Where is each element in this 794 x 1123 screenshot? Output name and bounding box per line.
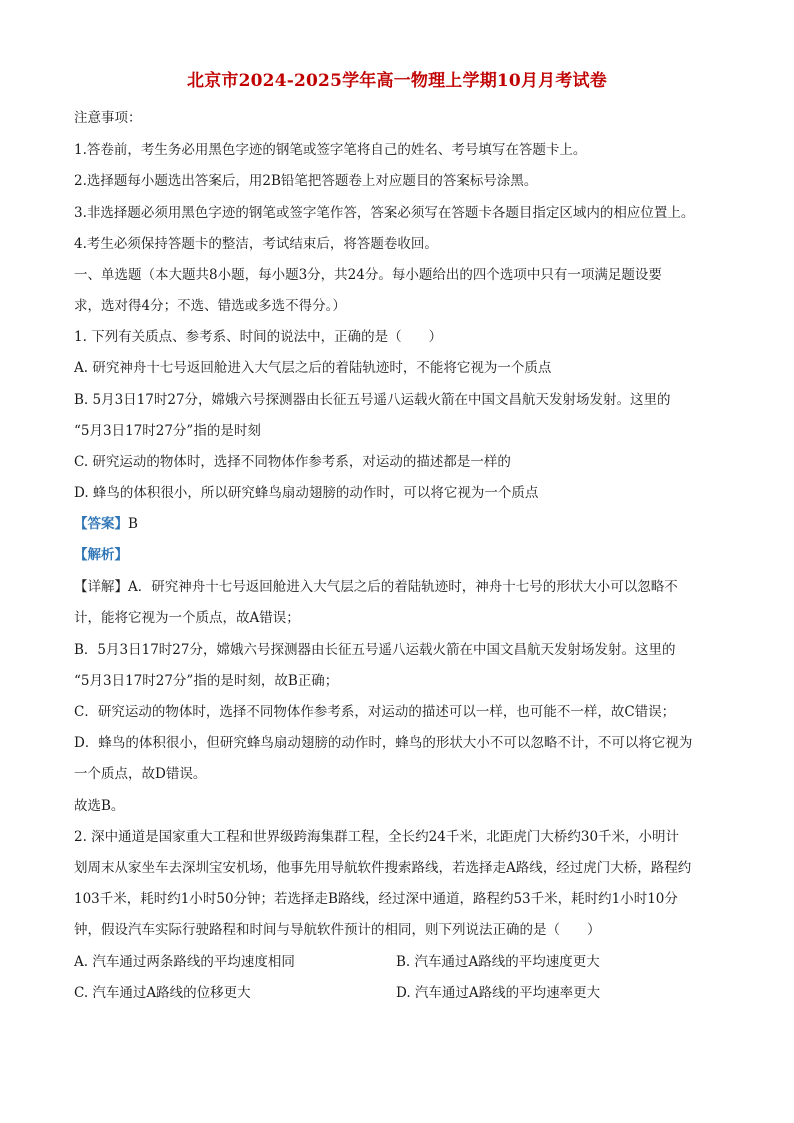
question-1-option-a: A. 研究神舟十七号返回舱进入大气层之后的着陆轨迹时，不能将它视为一个质点	[74, 360, 552, 376]
question-2-stem-line3: 103千米，耗时约1小时50分钟；若选择走B路线，经过深中通道，路程约53千米，耗时约1小时10分	[74, 891, 678, 907]
question-2-option-a: A. 汽车通过两条路线的平均速度相同	[74, 954, 295, 970]
notice-item-1: 1.答卷前，考生务必用黑色字迹的钢笔或签字笔将自己的姓名、考号填写在答题卡上。	[74, 142, 587, 158]
answer-tag: 【答案】	[74, 516, 128, 532]
detail-line: 计，能将它视为一个质点，故A错误；	[74, 610, 300, 626]
question-2-option-d: D. 汽车通过A路线的平均速率更大	[396, 985, 601, 1001]
question-1-option-d: D. 蜂鸟的体积很小，所以研究蜂鸟扇动翅膀的动作时，可以将它视为一个质点	[74, 485, 539, 501]
question-1-stem: 1. 下列有关质点、参考系、时间的说法中，正确的是（ ）	[74, 329, 443, 345]
question-1-option-b: B. 5月3日17时27分，嫦娥六号探测器由长征五号遥八运载火箭在中国文昌航天发射场发射。这里的	[74, 392, 671, 408]
analysis-tag: 【解析】	[74, 547, 128, 563]
notice-item-4: 4.考生必须保持答题卡的整洁，考试结束后，将答题卷收回。	[74, 236, 438, 252]
detail-line: C．研究运动的物体时，选择不同物体作参考系，对运动的描述可以一样，也可能不一样，故C错误；	[74, 704, 676, 720]
answer-row	[74, 514, 734, 534]
question-2-options-row-2	[74, 983, 734, 1003]
section-heading-line2: 求，选对得4分；不选、错选或多选不得分。）	[74, 298, 346, 314]
notice-item-2: 2.选择题每小题选出答案后，用2B铅笔把答题卷上对应题目的答案标号涂黑。	[74, 173, 538, 189]
question-2-stem-line1: 2. 深中通道是国家重大工程和世界级跨海集群工程，全长约24千米，北距虎门大桥约30千米，小明计	[74, 829, 680, 845]
section-heading-line1: 一、单选题（本大题共8小题，每小题3分，共24分。每小题给出的四个选项中只有一项满足题设要	[74, 267, 662, 283]
detail-line: “5月3日17时27分”指的是时刻，故B正确；	[74, 673, 339, 689]
detail-tag: 【详解】	[74, 579, 128, 595]
detail-line: D．蜂鸟的体积很小，但研究蜂鸟扇动翅膀的动作时，蜂鸟的形状大小不可以忽略不计，不可以将它视为	[74, 735, 693, 751]
question-2-stem-line4: 钟，假设汽车实际行驶路程和时间与导航软件预计的相同，则下列说法正确的是（ ）	[74, 922, 601, 938]
detail-line: 一个质点，故D错误。	[74, 766, 207, 782]
question-2-option-b: B. 汽车通过A路线的平均速度更大	[396, 954, 600, 970]
detail-row-1	[74, 577, 734, 597]
notice-item-3: 3.非选择题必须用黑色字迹的钢笔或签字笔作答，答案必须写在答题卡各题目指定区域内的相应位置上。	[74, 205, 695, 221]
question-2-options-row-1	[74, 952, 734, 972]
question-2-stem-line2: 划周末从家坐车去深圳宝安机场，他事先用导航软件搜索路线，若选择走A路线，经过虎门大桥，路程约	[74, 860, 692, 876]
notice-heading: 注意事项：	[74, 110, 142, 126]
conclusion-line: 故选B。	[74, 798, 125, 814]
question-2-option-c: C. 汽车通过A路线的位移更大	[74, 985, 251, 1001]
question-1-option-c: C. 研究运动的物体时，选择不同物体作参考系，对运动的描述都是一样的	[74, 454, 511, 470]
detail-line: B．5月3日17时27分，嫦娥六号探测器由长征五号遥八运载火箭在中国文昌航天发射场发射。这里的	[74, 642, 676, 658]
answer-value: B	[128, 516, 138, 532]
page-title: 北京市2024-2025学年高一物理上学期10月月考试卷	[187, 71, 607, 91]
analysis-row	[74, 545, 734, 565]
detail-text: A．研究神舟十七号返回舱进入大气层之后的着陆轨迹时，神舟十七号的形状大小可以忽略不	[128, 579, 678, 595]
question-1-option-b-cont: “5月3日17时27分”指的是时刻	[74, 423, 261, 439]
